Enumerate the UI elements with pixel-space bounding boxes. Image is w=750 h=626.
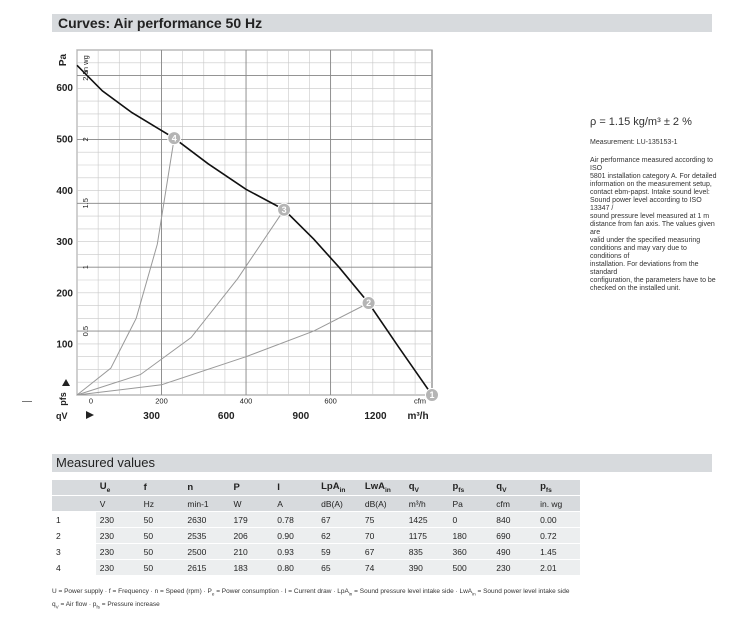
column-header <box>230 480 274 496</box>
unit-cell: Pa <box>448 496 492 512</box>
table-row <box>52 560 580 576</box>
operating-point-label: 1 <box>429 390 435 401</box>
column-header-symbol: n <box>187 482 194 493</box>
value-cell: 2.01 <box>536 560 580 576</box>
value-cell: 840 <box>492 512 536 528</box>
measured-values-table <box>52 480 580 576</box>
row-index: 4 <box>52 560 96 576</box>
column-header-symbol: p <box>452 481 459 493</box>
value-cell: 75 <box>361 512 405 528</box>
tick-label-m3h: 600 <box>217 411 235 422</box>
column-header-subscript: V <box>502 486 507 494</box>
column-header-subscript: V <box>414 486 419 494</box>
value-cell: 50 <box>140 560 184 576</box>
column-header-subscript: fs <box>545 486 552 494</box>
value-cell: 490 <box>492 544 536 560</box>
column-header <box>361 480 405 496</box>
value-cell: 59 <box>317 544 361 560</box>
note-line: conditions and may vary due to conditions of <box>590 245 687 260</box>
tick-label-cfm: 0 <box>88 396 94 406</box>
table-row <box>52 512 580 528</box>
value-cell: 183 <box>230 560 274 576</box>
operating-point-label: 3 <box>281 204 287 215</box>
note-line: sound pressure level measured at 1 m <box>590 213 710 220</box>
operating-point-label: 2 <box>366 298 372 309</box>
value-cell: 0.00 <box>536 512 580 528</box>
value-cell: 835 <box>405 544 449 560</box>
measurement-notes <box>590 157 720 293</box>
value-cell: 1425 <box>405 512 449 528</box>
value-cell: 0.80 <box>273 560 317 576</box>
value-cell: 0.78 <box>273 512 317 528</box>
row-index: 3 <box>52 544 96 560</box>
tick-label-inwg: 2.5 <box>81 70 90 81</box>
unit-cell: in. wg <box>536 496 580 512</box>
section-title-curves: Curves: Air performance 50 Hz <box>52 14 712 32</box>
value-cell: 67 <box>361 544 405 560</box>
tick-label-pa: 400 <box>56 185 73 197</box>
column-header <box>317 480 361 496</box>
column-header-symbol: q <box>408 481 415 493</box>
unit-cell: A <box>273 496 317 512</box>
value-cell: 2535 <box>183 528 229 544</box>
legend-line-1: U = Power supply · f = Frequency · n = Speed $(rpm) \cdot P_e$ = Power consumption · I = Current draw · LpA$_{in}$ = Sound pressure level intake side · LwA$_{in}$ = Sound power level intake side <box>52 588 570 597</box>
tick-label-inwg: 1.5 <box>81 198 90 209</box>
unit-cell: V <box>96 496 140 512</box>
value-cell: 230 <box>96 560 140 576</box>
value-cell: 500 <box>448 560 492 576</box>
section-title-measured: Measured values <box>52 454 712 472</box>
value-cell: 230 <box>96 528 140 544</box>
value-cell: 180 <box>448 528 492 544</box>
value-cell: 230 <box>96 512 140 528</box>
note-line: distance from fan axis. The values given are <box>590 221 715 236</box>
value-cell: 50 <box>140 544 184 560</box>
tick-label-pa: 200 <box>56 288 73 300</box>
value-cell: 2615 <box>183 560 229 576</box>
column-header-symbol: P <box>233 482 240 493</box>
tick-label-m3h: 300 <box>143 411 160 422</box>
tick-label-inwg: 0.5 <box>81 325 90 337</box>
tick-label-pa: 500 <box>56 134 73 146</box>
value-cell: 0.72 <box>536 528 580 544</box>
unit-cell: min-1 <box>183 496 229 512</box>
column-header-symbol: I <box>277 482 280 493</box>
column-header-subscript: fs <box>458 486 465 494</box>
column-header-symbol: LpA <box>321 481 340 493</box>
units-row <box>52 496 580 512</box>
axis-label-cfm: cfm <box>413 396 427 406</box>
note-line: Air performance measured according to ISO <box>590 157 713 172</box>
value-cell: 179 <box>230 512 274 528</box>
column-header-symbol: U <box>99 481 107 493</box>
column-header <box>492 480 536 496</box>
note-line: information on the measurement setup, <box>590 181 712 188</box>
unit-cell: W <box>230 496 274 512</box>
column-header <box>405 480 449 496</box>
unit-cell: cfm <box>492 496 536 512</box>
value-cell: 74 <box>361 560 405 576</box>
side-info <box>590 116 720 293</box>
column-header <box>273 480 317 496</box>
row-index: 2 <box>52 528 96 544</box>
column-header <box>140 480 184 496</box>
axis-symbol-qv: qV <box>56 411 68 421</box>
axis-label-inwg: in wg <box>81 55 90 73</box>
note-line: installation. For deviations from the standard <box>590 261 699 276</box>
value-cell: 50 <box>140 512 184 528</box>
margin-dash <box>22 401 32 402</box>
plot-frame <box>77 50 432 395</box>
column-header <box>448 480 492 496</box>
value-cell: 50 <box>140 528 184 544</box>
value-cell: 2500 <box>183 544 229 560</box>
unit-cell: m³/h <box>405 496 449 512</box>
value-cell: 0 <box>448 512 492 528</box>
tick-label-cfm: 400 <box>239 396 253 406</box>
note-line: contact ebm-papst. Intake sound level: <box>590 189 710 196</box>
column-header-symbol: q <box>496 481 503 493</box>
arrow-up-icon <box>62 379 70 386</box>
column-header-symbol: p <box>540 481 546 493</box>
tick-label-m3h: 900 <box>292 411 310 422</box>
tick-label-pa: 300 <box>56 237 73 249</box>
note-line: Sound power level according to ISO 13347 / <box>590 197 702 212</box>
arrow-right-icon <box>86 411 94 419</box>
value-cell: 210 <box>230 544 274 560</box>
measurement-id: Measurement: LU-135153-1 <box>590 139 678 146</box>
column-header <box>536 480 580 496</box>
value-cell: 2630 <box>183 512 229 528</box>
note-line: valid under the specified measuring <box>590 237 701 244</box>
value-cell: 70 <box>361 528 405 544</box>
operating-point-label: 4 <box>171 133 177 144</box>
unit-cell: dB(A) <box>361 496 405 512</box>
column-header-symbol: LwA <box>364 481 385 493</box>
header-row <box>52 480 580 496</box>
legend-line-2: $q_V$ = Air flow · $p_{fs}$ = Pressure increase <box>52 601 160 610</box>
column-header-subscript: e <box>106 486 111 494</box>
value-cell: 1175 <box>405 528 449 544</box>
note-line: configuration, the parameters have to be <box>590 277 716 284</box>
column-header-symbol: f <box>143 482 147 493</box>
column-header <box>183 480 229 496</box>
table-row <box>52 528 580 544</box>
tick-label-pa: 100 <box>56 339 73 351</box>
tick-label-pa: 600 <box>56 83 73 95</box>
units-corner <box>52 496 96 512</box>
density-label: ρ = 1.15 kg/m³ ± 2 % <box>590 116 692 128</box>
value-cell: 690 <box>492 528 536 544</box>
value-cell: 67 <box>317 512 361 528</box>
tick-label-cfm: 200 <box>155 396 168 406</box>
table-legend <box>52 586 569 613</box>
note-line: 5801 installation category A. For detailed <box>590 173 717 180</box>
table-row <box>52 544 580 560</box>
column-header-subscript: in <box>384 486 391 494</box>
unit-cell: dB(A) <box>317 496 361 512</box>
column-header <box>96 480 140 496</box>
unit-cell: Hz <box>140 496 184 512</box>
value-cell: 230 <box>96 544 140 560</box>
tick-label-cfm: 600 <box>324 396 337 406</box>
tick-label-inwg: 2 <box>81 137 90 142</box>
row-index: 1 <box>52 512 96 528</box>
tick-label-inwg: 1 <box>81 265 90 270</box>
value-cell: 0.90 <box>273 528 317 544</box>
axis-label-m3h: m³/h <box>407 411 429 422</box>
value-cell: 65 <box>317 560 361 576</box>
value-cell: 230 <box>492 560 536 576</box>
note-line: checked on the installed unit. <box>590 285 681 292</box>
axis-label-pa: Pa <box>58 53 69 67</box>
tick-label-m3h: 1200 <box>364 411 387 422</box>
value-cell: 206 <box>230 528 274 544</box>
value-cell: 360 <box>448 544 492 560</box>
value-cell: 62 <box>317 528 361 544</box>
value-cell: 0.93 <box>273 544 317 560</box>
value-cell: 390 <box>405 560 449 576</box>
column-header-subscript: in <box>339 486 346 494</box>
header-corner <box>52 480 96 496</box>
value-cell: 1.45 <box>536 544 580 560</box>
grid-minor <box>77 50 432 395</box>
axis-symbol-pfs: pfs <box>58 392 68 406</box>
